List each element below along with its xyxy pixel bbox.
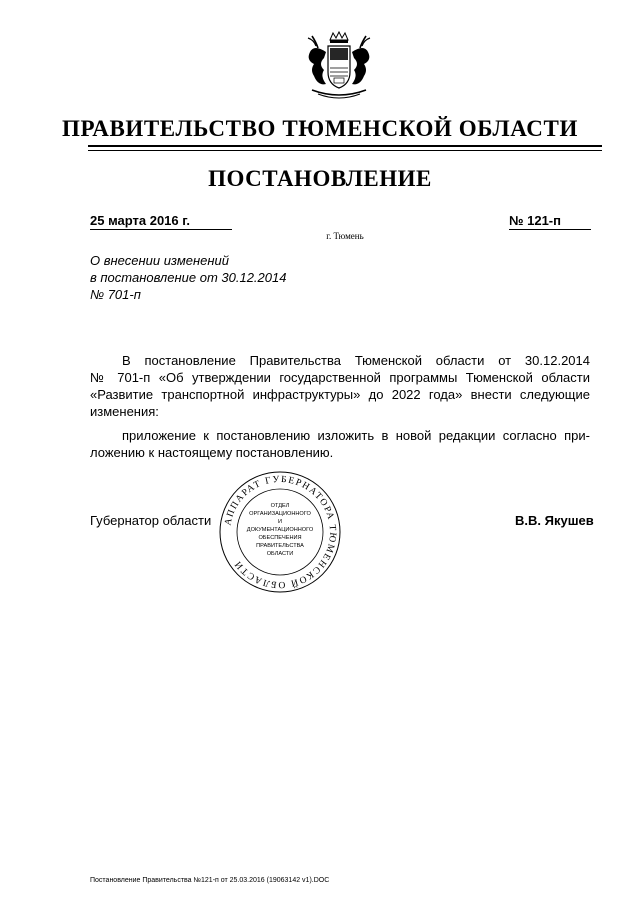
stamp-center-line: ДОКУМЕНТАЦИОННОГО (246, 527, 314, 533)
body-paragraph-line: № 701-п «Об утверждении государственной программы Тюменской области (90, 370, 590, 385)
body-paragraph-line: «Развитие транспортной инфраструктуры» до 2022 года» внести следующие (90, 387, 590, 402)
body-paragraph-line: изменения: (90, 404, 159, 419)
organization-title: ПРАВИТЕЛЬСТВО ТЮМЕНСКОЙ ОБЛАСТИ (62, 116, 578, 141)
header-rule-thick (88, 145, 602, 147)
stamp-center-line: И (277, 519, 283, 525)
stamp-center-line: ПРАВИТЕЛЬСТВА (256, 543, 304, 549)
coat-of-arms-icon (300, 30, 378, 102)
stamp-center-line: ОТДЕЛ (270, 503, 290, 509)
stamp-ring-text: АППАРАТ ГУБЕРНАТОРА ТЮМЕНСКОЙ ОБЛАСТИ (223, 474, 338, 590)
signatory-title: Губернатор области (90, 513, 212, 528)
body-paragraph-line: В постановление Правительства Тюменской области от 30.12.2014 (122, 353, 590, 368)
official-stamp (215, 470, 345, 594)
stamp-center-line: ОРГАНИЗАЦИОННОГО (249, 511, 311, 517)
document-number: № 121-п (509, 213, 561, 228)
subject-line: О внесении изменений (90, 253, 229, 268)
signatory-name: В.В. Якушев (515, 513, 594, 528)
stamp-center-line: ОБЛАСТИ (266, 551, 294, 557)
document-footer: Постановление Правительства №121-п от 25.03.2016 (19063142 v1).DOC (90, 877, 330, 884)
document-type-title: ПОСТАНОВЛЕНИЕ (208, 166, 432, 191)
document-date: 25 марта 2016 г. (90, 213, 190, 228)
body-paragraph-line: ложению к настоящему постановлению. (90, 445, 334, 460)
number-underline (509, 229, 591, 230)
document-city: г. Тюмень (326, 231, 364, 241)
subject-line: в постановление от 30.12.2014 (90, 270, 287, 285)
header-rule-thin (88, 150, 602, 151)
stamp-center-line: ОБЕСПЕЧЕНИЯ (258, 535, 302, 541)
subject-line: № 701-п (90, 287, 141, 302)
date-underline (90, 229, 232, 230)
body-paragraph-line: приложение к постановлению изложить в новой редакции согласно при- (122, 428, 590, 443)
